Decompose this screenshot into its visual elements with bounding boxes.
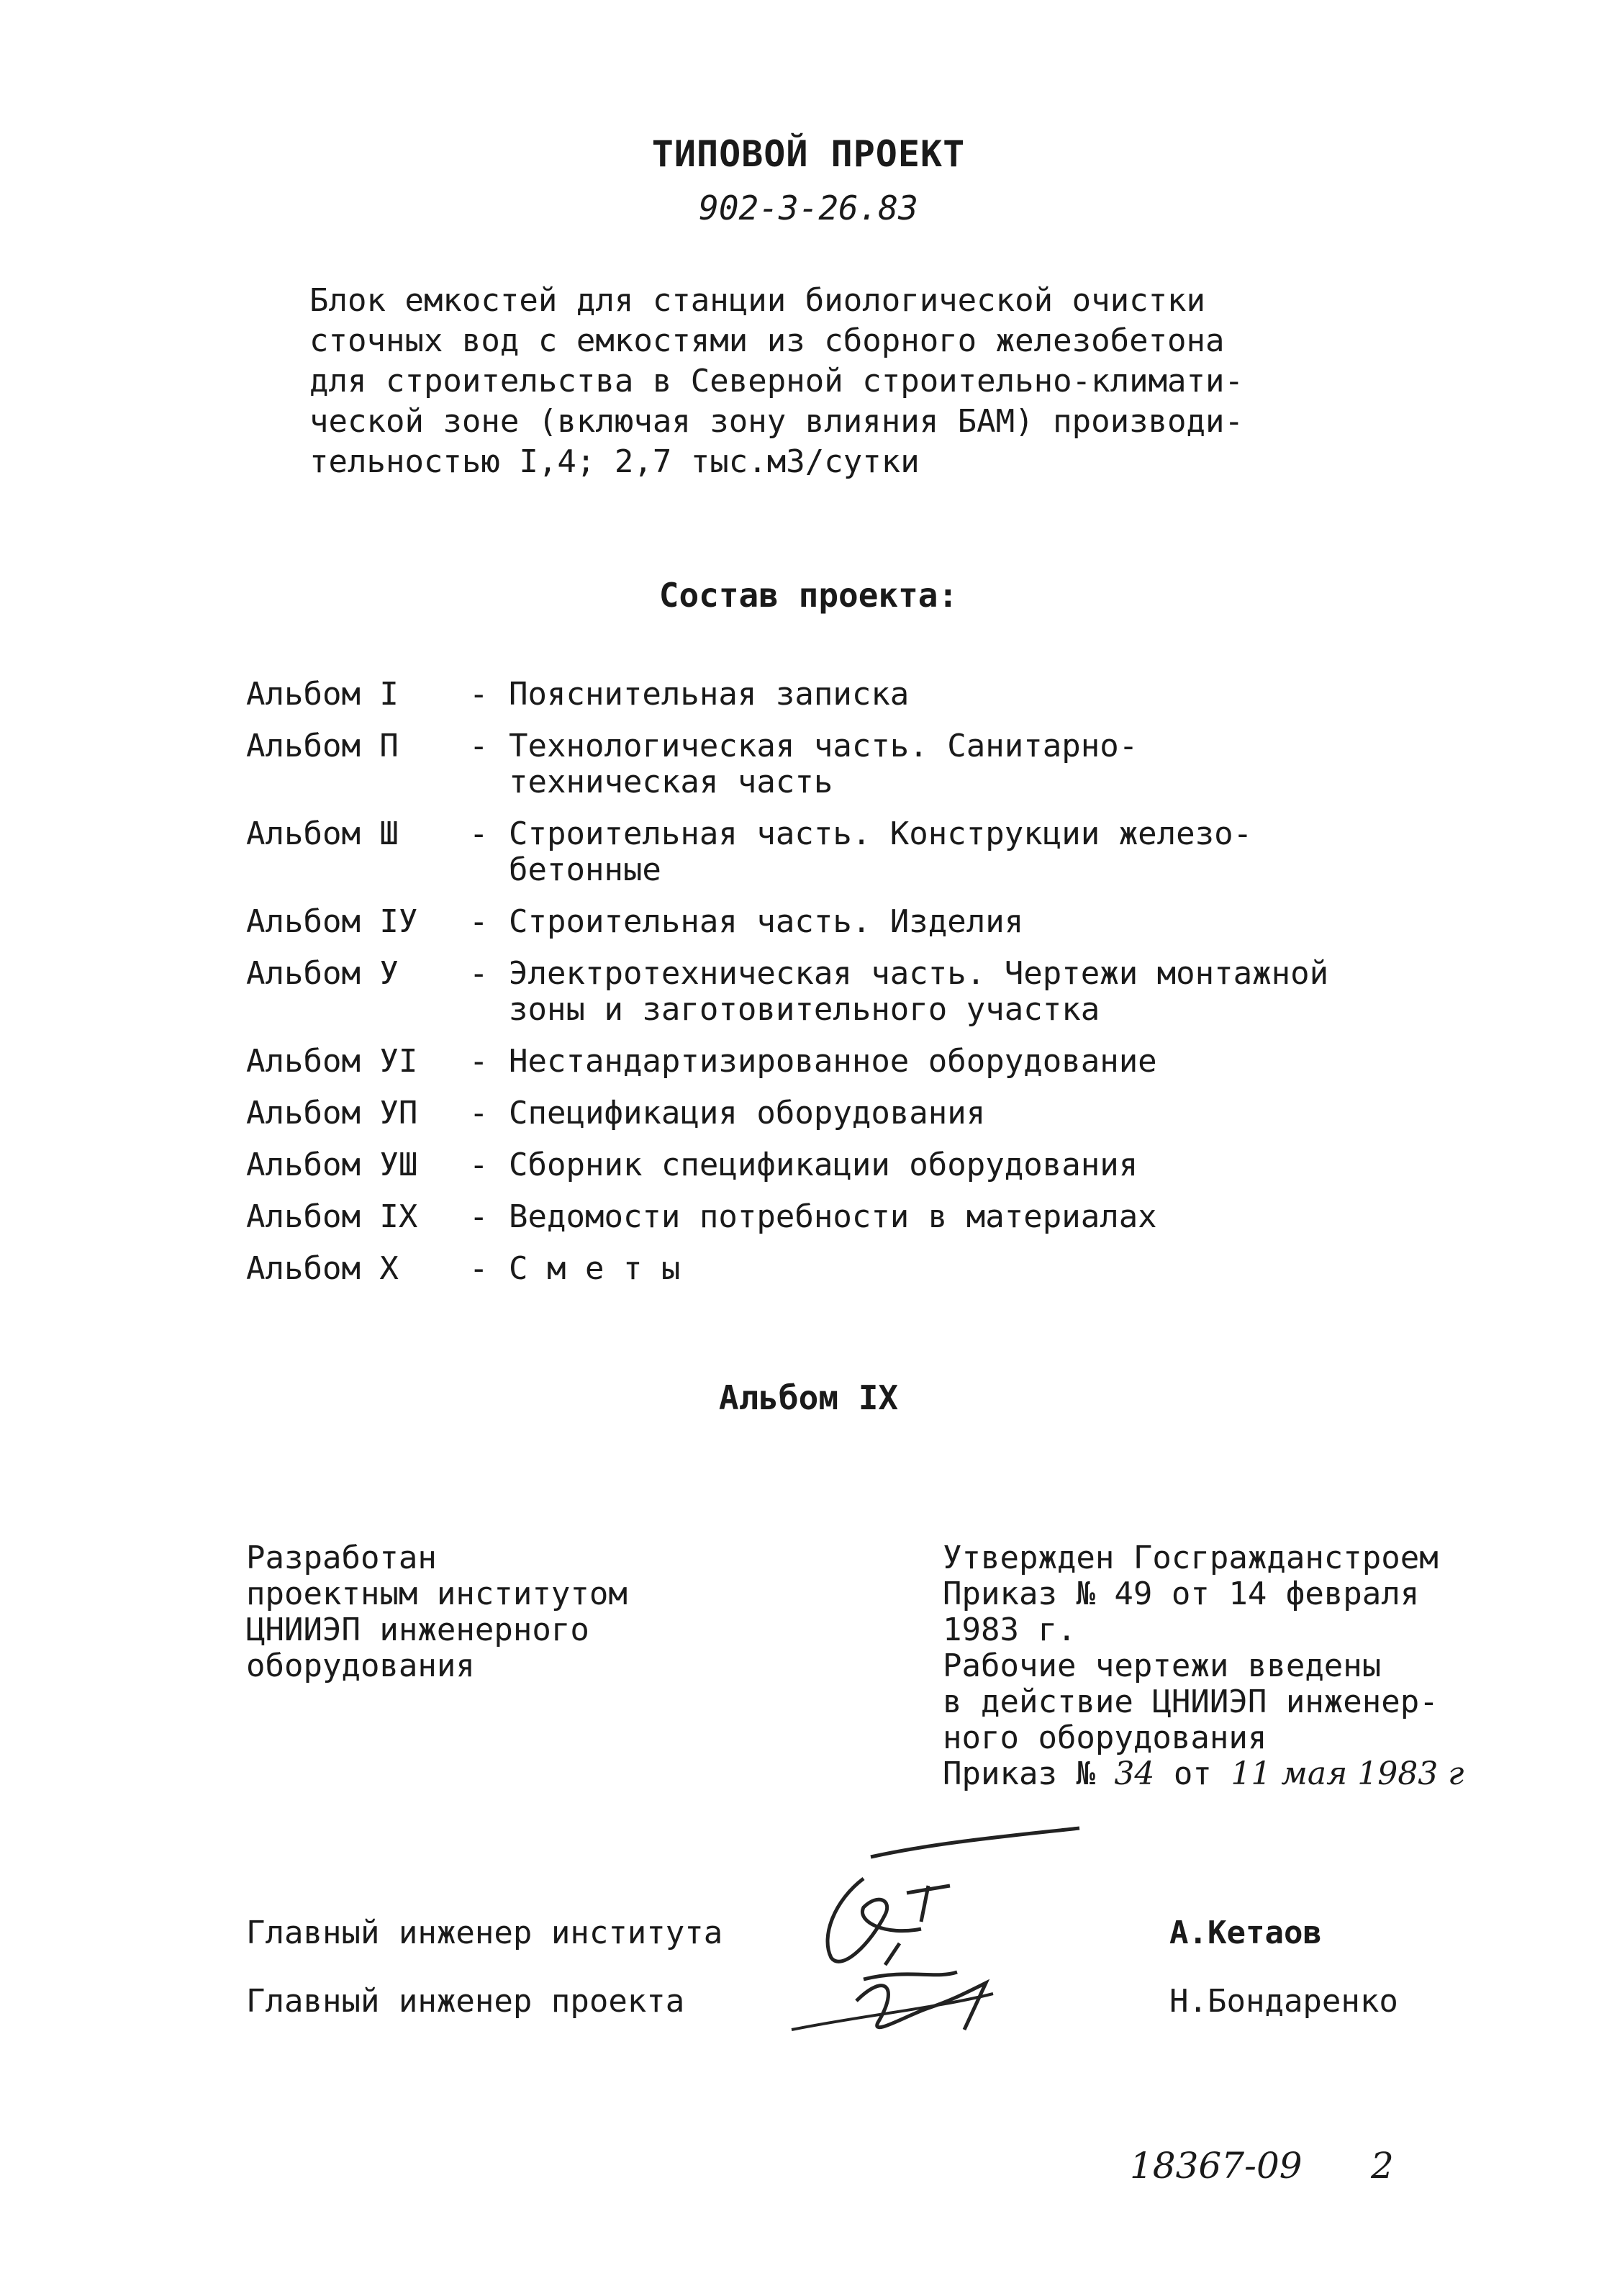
- approval-line: в действие ЦНИИЭП инженер-: [943, 1683, 1439, 1720]
- description-line: тельностью I,4; 2,7 тыс.м3/сутки: [309, 443, 920, 480]
- album-label: Альбом IX: [246, 1198, 418, 1235]
- developed-line: Разработан: [246, 1540, 437, 1576]
- description-line: для строительства в Северной строительно-климати-: [309, 363, 1244, 399]
- album-dash: -: [469, 815, 489, 852]
- album-row: [246, 1251, 1469, 1287]
- album-label: Альбом I: [246, 676, 399, 713]
- approval-line: Утвержден Госгражданстроем: [943, 1540, 1439, 1576]
- album-description: Строительная часть. Изделия: [509, 903, 1024, 940]
- document-title: ТИПОВОЙ ПРОЕКТ: [651, 133, 966, 175]
- album-row: [246, 1147, 1469, 1183]
- approval-order-line: [943, 1756, 1464, 1792]
- album-dash: -: [469, 1147, 489, 1183]
- album-dash: -: [469, 903, 489, 940]
- order-from: от: [1173, 1755, 1212, 1792]
- approval-line: 1983 г.: [943, 1612, 1077, 1648]
- order-date: 11 мая 1983 г: [1231, 1755, 1464, 1792]
- album-row: [246, 1199, 1469, 1235]
- album-row: [246, 956, 1469, 1028]
- album-dash: -: [469, 1198, 489, 1235]
- album-list: [246, 677, 1469, 1303]
- album-row: [246, 904, 1469, 940]
- album-label: Альбом X: [246, 1250, 399, 1287]
- developed-line: ЦНИИЭП инженерного: [246, 1612, 589, 1648]
- album-label: Альбом У: [246, 955, 399, 992]
- approval-block: [943, 1540, 1464, 1792]
- description-line: ческой зоне (включая зону влияния БАМ) производи-: [309, 403, 1244, 440]
- approval-line: Рабочие чертежи введены: [943, 1648, 1382, 1684]
- album-row: [246, 677, 1469, 713]
- composition-title: Состав проекта:: [658, 576, 959, 615]
- chief-engineer-institute-role: Главный инженер института: [246, 1915, 723, 1951]
- album-description: Технологическая часть. Санитарно- техническая часть: [509, 728, 1138, 800]
- album-description: Спецификация оборудования: [509, 1095, 986, 1131]
- developed-line: проектным институтом: [246, 1576, 628, 1612]
- approval-line: Приказ № 49 от 14 февраля: [943, 1576, 1420, 1612]
- album-dash: -: [469, 1043, 489, 1080]
- approval-line: ного оборудования: [943, 1719, 1267, 1756]
- chief-engineer-project-name: Н.Бондаренко: [1169, 1983, 1398, 2020]
- description-line: Блок емкостей для станции биологической очистки: [309, 282, 1206, 319]
- chief-engineer-institute-name: А.Кетаов: [1169, 1915, 1322, 1951]
- album-dash: -: [469, 1095, 489, 1131]
- album-dash: -: [469, 728, 489, 764]
- signatures-image: [777, 1814, 1101, 2051]
- album-dash: -: [469, 1250, 489, 1287]
- page-number: 2: [1371, 2145, 1394, 2187]
- album-row: [246, 728, 1469, 800]
- archive-stamp-number: 18367-09: [1130, 2145, 1303, 2187]
- album-label: Альбом П: [246, 728, 399, 764]
- chief-engineer-project-role: Главный инженер проекта: [246, 1983, 685, 2020]
- album-description: Строительная часть. Конструкции железо- бетонные: [509, 815, 1253, 888]
- album-row: [246, 816, 1469, 888]
- order-prefix: Приказ №: [943, 1755, 1095, 1792]
- album-description: С м е т ы: [509, 1250, 681, 1287]
- album-description: Ведомости потребности в материалах: [509, 1198, 1157, 1235]
- description-line: сточных вод с емкостями из сборного железобетона: [309, 322, 1225, 359]
- album-description: Пояснительная записка: [509, 676, 910, 713]
- album-dash: -: [469, 676, 489, 713]
- album-dash: -: [469, 955, 489, 992]
- current-album-title: Альбом IX: [718, 1378, 899, 1417]
- developed-by-block: [246, 1540, 628, 1684]
- project-number: 902-3-26.83: [699, 189, 918, 227]
- project-description: [309, 281, 1331, 482]
- album-label: Альбом IУ: [246, 903, 418, 940]
- order-number: 34: [1114, 1755, 1155, 1792]
- album-label: Альбом Ш: [246, 815, 399, 852]
- album-label: Альбом УП: [246, 1095, 418, 1131]
- album-row: [246, 1044, 1469, 1080]
- album-description: Электротехническая часть. Чертежи монтажной зоны и заготовительного участка: [509, 955, 1329, 1028]
- album-description: Нестандартизированное оборудование: [509, 1043, 1157, 1080]
- album-row: [246, 1095, 1469, 1131]
- album-description: Сборник спецификации оборудования: [509, 1147, 1138, 1183]
- album-label: Альбом УШ: [246, 1147, 418, 1183]
- developed-line: оборудования: [246, 1648, 475, 1684]
- album-label: Альбом УI: [246, 1043, 418, 1080]
